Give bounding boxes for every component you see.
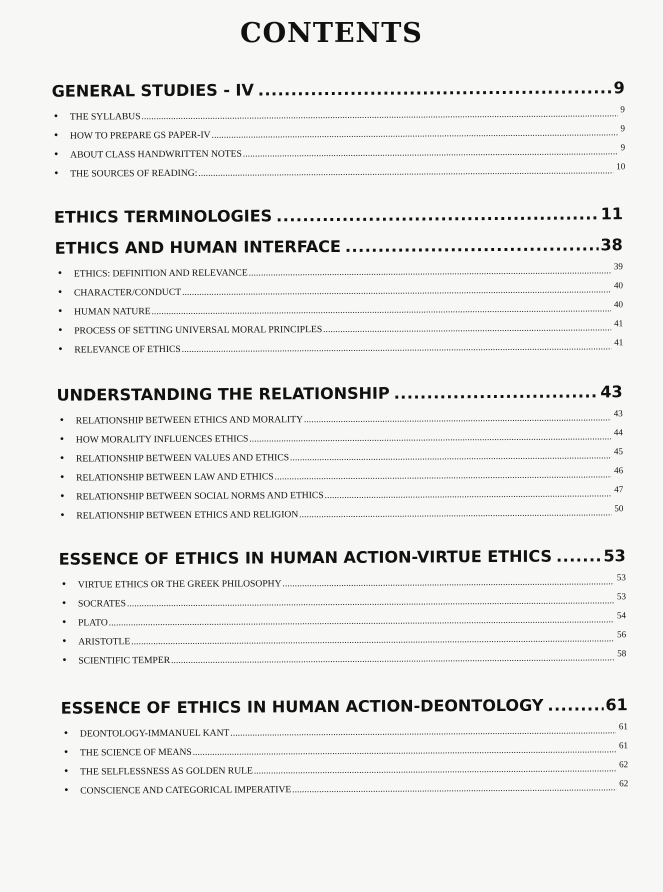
bullet-icon: • xyxy=(64,782,69,797)
item-title: RELATIONSHIP BETWEEN ETHICS AND RELIGION xyxy=(76,509,299,522)
section-items xyxy=(61,722,628,801)
section-title: ESSENCE OF ETHICS IN HUMAN ACTION-DEONTOLOGY xyxy=(60,695,544,718)
section-heading[interactable] xyxy=(52,78,625,100)
item-page-number: 40 xyxy=(613,280,623,291)
list-item[interactable] xyxy=(54,162,625,184)
section-title: ETHICS TERMINOLOGIES xyxy=(53,206,273,227)
section-items xyxy=(57,409,624,526)
item-page-number: 56 xyxy=(617,629,627,640)
section-heading[interactable] xyxy=(57,382,623,404)
dot-leader xyxy=(182,341,612,354)
dot-leader xyxy=(282,576,613,588)
item-title: SOCRATES xyxy=(77,598,126,610)
page-title: CONTENTS xyxy=(240,18,423,49)
item-title: THE SCIENCE OF MEANS xyxy=(79,746,192,759)
item-title: CHARACTER/CONDUCT xyxy=(73,286,182,299)
toc-section-ethics-terminologies xyxy=(0,204,663,227)
dot-leader xyxy=(171,652,614,665)
bullet-icon: • xyxy=(61,576,67,591)
section-page-number: 9 xyxy=(613,78,625,98)
bullet-icon: • xyxy=(62,633,67,648)
item-page-number: 10 xyxy=(616,161,626,172)
item-page-number: 40 xyxy=(614,299,624,310)
dot-leader xyxy=(249,265,611,277)
toc-section-virtue-ethics xyxy=(0,546,663,672)
dot-leader xyxy=(547,695,603,714)
item-title: PLATO xyxy=(78,617,108,629)
dot-leader xyxy=(198,165,613,178)
item-title: THE SOURCES OF READING: xyxy=(70,167,198,180)
dot-leader xyxy=(141,108,617,121)
dot-leader xyxy=(556,546,601,565)
toc-section-general-studies xyxy=(0,78,663,185)
bullet-icon: • xyxy=(62,614,67,629)
bullet-icon: • xyxy=(63,725,69,740)
dot-leader xyxy=(254,763,616,775)
item-page-number: 53 xyxy=(616,591,626,602)
section-page-number: 61 xyxy=(605,695,628,715)
item-title: THE SYLLABUS xyxy=(69,111,141,123)
section-page-number: 43 xyxy=(600,382,623,402)
list-item[interactable] xyxy=(62,649,626,671)
item-page-number: 54 xyxy=(617,610,627,621)
dot-leader xyxy=(212,127,618,139)
item-page-number: 43 xyxy=(613,408,623,419)
toc-section-deontology xyxy=(0,695,663,802)
item-title: RELATIONSHIP BETWEEN VALUES AND ETHICS xyxy=(75,452,290,465)
bullet-icon: • xyxy=(62,652,67,667)
bullet-icon: • xyxy=(58,303,63,318)
item-page-number: 47 xyxy=(614,484,624,495)
dot-leader xyxy=(182,284,611,297)
bullet-icon: • xyxy=(59,431,65,446)
dot-leader xyxy=(152,303,612,316)
item-page-number: 39 xyxy=(613,261,623,272)
bullet-icon: • xyxy=(54,146,59,161)
bullet-icon: • xyxy=(53,127,59,142)
section-page-number: 38 xyxy=(600,235,623,255)
item-title: HOW MORALITY INFLUENCES ETHICS xyxy=(75,433,249,446)
list-item[interactable] xyxy=(60,504,623,526)
item-title: CONSCIENCE AND CATEGORICAL IMPERATIVE xyxy=(80,784,292,797)
dot-leader xyxy=(345,235,599,256)
bullet-icon: • xyxy=(58,322,63,337)
item-title: RELATIONSHIP BETWEEN SOCIAL NORMS AND ETHICS xyxy=(76,490,324,503)
dot-leader xyxy=(249,431,611,443)
item-title: THE SELFLESSNESS AS GOLDEN RULE xyxy=(80,765,253,778)
section-items xyxy=(55,262,624,360)
item-page-number: 58 xyxy=(617,648,627,659)
section-items xyxy=(52,105,625,184)
list-item[interactable] xyxy=(64,779,628,801)
section-heading[interactable] xyxy=(54,204,623,226)
bullet-icon: • xyxy=(64,763,69,778)
bullet-icon: • xyxy=(59,412,65,427)
section-title: ESSENCE OF ETHICS IN HUMAN ACTION-VIRTUE ETHICS xyxy=(58,546,553,569)
item-page-number: 44 xyxy=(613,427,623,438)
item-title: SCIENTIFIC TEMPER xyxy=(78,654,171,667)
item-page-number: 41 xyxy=(614,318,624,329)
item-page-number: 62 xyxy=(619,759,629,770)
item-page-number: 62 xyxy=(619,778,629,789)
item-page-number: 9 xyxy=(620,104,625,115)
item-title: ARISTOTLE xyxy=(78,636,131,648)
item-page-number: 61 xyxy=(618,740,629,751)
dot-leader xyxy=(109,614,614,627)
section-title: ETHICS AND HUMAN INTERFACE xyxy=(54,236,341,258)
item-page-number: 50 xyxy=(614,503,624,514)
dot-leader xyxy=(325,488,612,500)
bullet-icon: • xyxy=(58,341,63,356)
section-heading[interactable] xyxy=(59,546,626,568)
list-item[interactable] xyxy=(58,338,623,360)
bullet-icon: • xyxy=(60,469,65,484)
bullet-icon: • xyxy=(61,595,67,610)
bullet-icon: • xyxy=(63,744,69,759)
toc-section-understanding-relationship xyxy=(0,382,663,527)
item-page-number: 53 xyxy=(616,572,626,583)
item-title: RELATIONSHIP BETWEEN ETHICS AND MORALITY xyxy=(75,414,304,427)
item-title: RELATIONSHIP BETWEEN LAW AND ETHICS xyxy=(76,471,274,484)
item-title: ETHICS: DEFINITION AND RELEVANCE xyxy=(73,267,248,280)
bullet-icon: • xyxy=(60,488,65,503)
toc-section-ethics-human-interface xyxy=(0,235,663,361)
item-page-number: 46 xyxy=(614,465,624,476)
dot-leader xyxy=(276,204,599,225)
item-title: HUMAN NATURE xyxy=(74,306,151,318)
item-page-number: 61 xyxy=(618,721,628,732)
section-heading[interactable] xyxy=(61,695,628,717)
section-items xyxy=(59,573,627,671)
item-title: ABOUT CLASS HANDWRITTEN NOTES xyxy=(70,148,242,161)
dot-leader xyxy=(299,507,611,519)
dot-leader xyxy=(275,469,612,481)
bullet-icon: • xyxy=(60,507,65,522)
item-page-number: 45 xyxy=(613,446,624,457)
item-title: DEONTOLOGY-IMMANUEL KANT xyxy=(79,727,230,740)
section-heading[interactable] xyxy=(55,235,623,257)
section-page-number: 11 xyxy=(600,204,624,224)
item-page-number: 9 xyxy=(620,142,626,153)
dot-leader xyxy=(292,782,616,794)
item-title: PROCESS OF SETTING UNIVERSAL MORAL PRINCIPLES xyxy=(74,324,323,337)
dot-leader xyxy=(193,744,616,757)
bullet-icon: • xyxy=(53,108,59,123)
section-page-number: 53 xyxy=(603,546,626,566)
item-title: VIRTUE ETHICS OR THE GREEK PHILOSOPHY xyxy=(77,578,282,591)
bullet-icon: • xyxy=(59,450,65,465)
item-title: HOW TO PREPARE GS PAPER-IV xyxy=(69,129,211,142)
item-page-number: 41 xyxy=(614,337,624,348)
item-page-number: 9 xyxy=(620,123,626,134)
section-title: GENERAL STUDIES - IV xyxy=(51,80,254,101)
item-title: RELEVANCE OF ETHICS xyxy=(74,343,181,356)
dot-leader xyxy=(131,633,614,646)
bullet-icon: • xyxy=(57,265,63,280)
dot-leader xyxy=(230,725,616,737)
section-title: UNDERSTANDING THE RELATIONSHIP xyxy=(56,383,390,405)
dot-leader xyxy=(323,322,611,334)
bullet-icon: • xyxy=(54,165,59,180)
dot-leader xyxy=(258,78,612,99)
dot-leader xyxy=(304,412,611,424)
dot-leader xyxy=(394,382,599,402)
dot-leader xyxy=(243,146,618,158)
bullet-icon: • xyxy=(57,284,63,299)
dot-leader xyxy=(127,595,614,608)
dot-leader xyxy=(290,450,611,462)
